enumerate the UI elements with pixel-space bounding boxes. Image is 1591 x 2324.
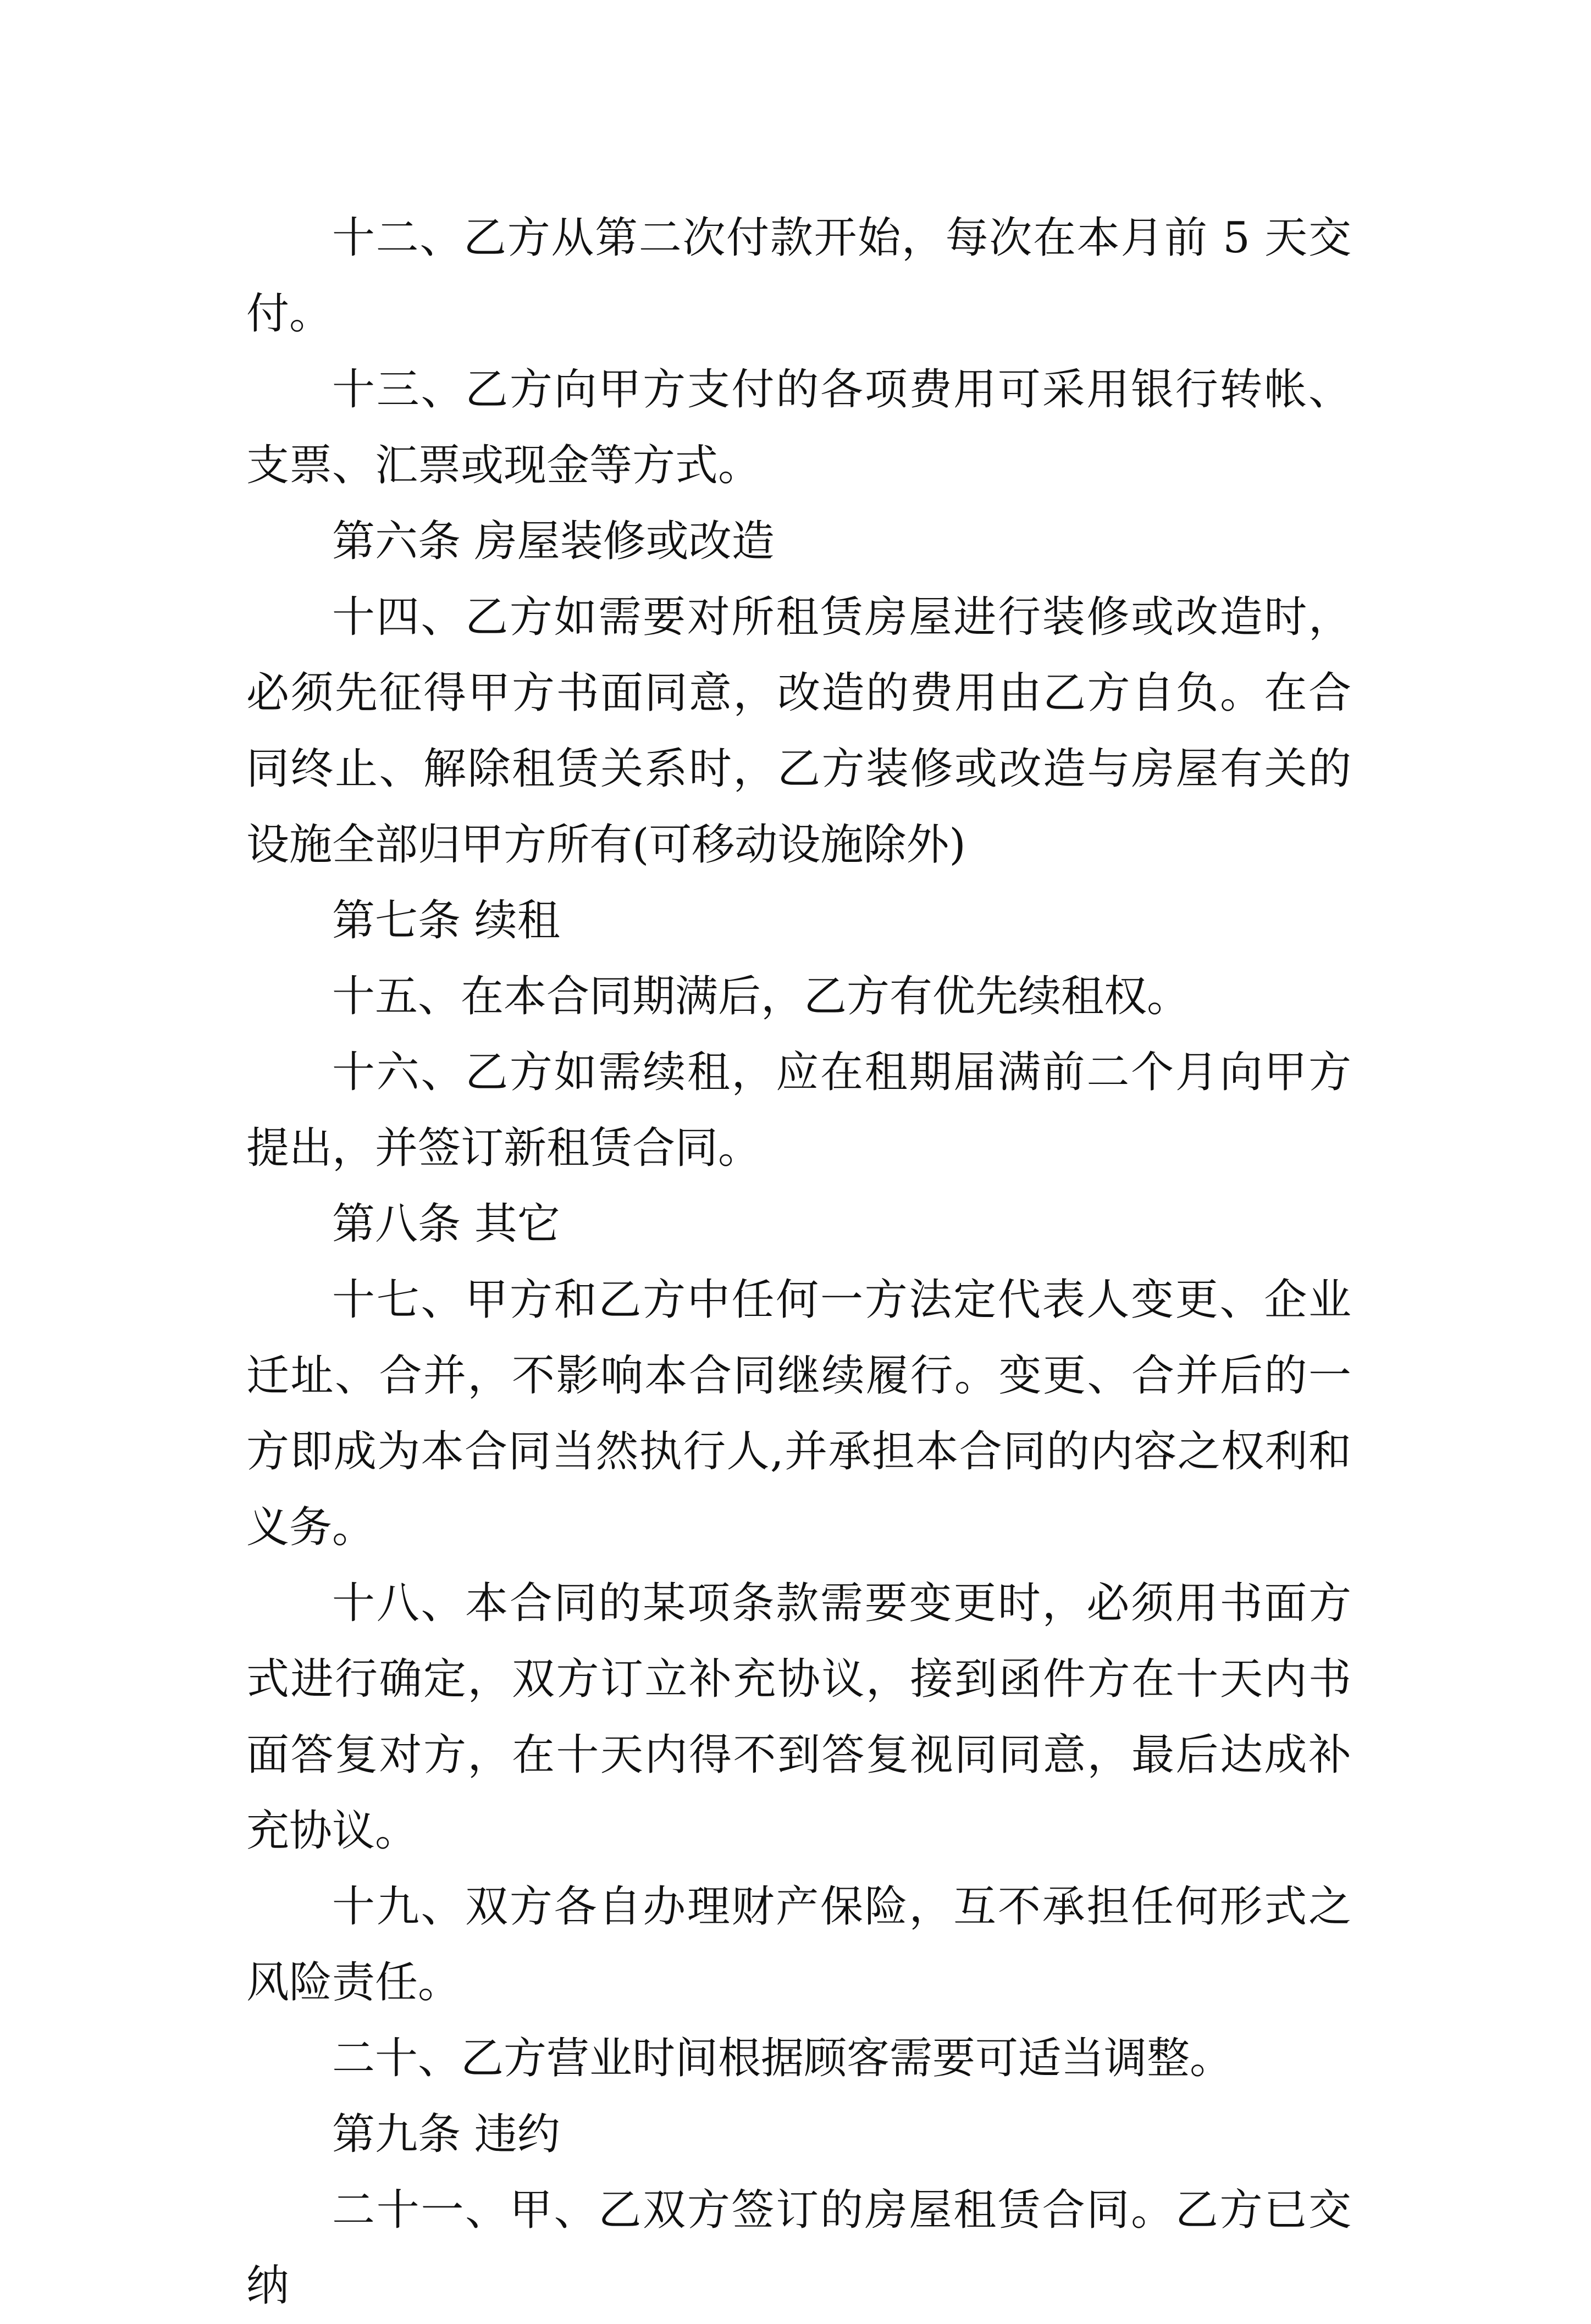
article-9-heading: 第九条 违约	[332, 2110, 560, 2159]
clause-18-paragraph: 十八、本合同的某项条款需要变更时，必须用书面方式进行确定，双方订立补充协议，接到函件方在十天内书面答复对方，在十天内得不到答复视同同意，最后达成补充协议。	[246, 1579, 1351, 1856]
article-6-heading: 第六条 房屋装修或改造	[332, 517, 775, 566]
clause-15-paragraph: 十五、在本合同期满后，乙方有优先续租权。	[332, 972, 1190, 1021]
clause-14-paragraph: 十四、乙方如需要对所租赁房屋进行装修或改造时，必须先征得甲方书面同意，改造的费用由乙方自负。在合同终止、解除租赁关系时，乙方装修或改造与房屋有关的设施全部归甲方所有(可移动设施除外)	[246, 593, 1351, 870]
clause-16-paragraph: 十六、乙方如需续租，应在租期届满前二个月向甲方提出，并签订新租赁合同。	[246, 1048, 1351, 1173]
article-7-heading: 第七条 续租	[332, 896, 560, 945]
article-8-heading: 第八条 其它	[332, 1199, 560, 1249]
clause-19-paragraph: 十九、双方各自办理财产保险，互不承担任何形式之风险责任。	[246, 1882, 1351, 2007]
clause-12-paragraph: 十二、乙方从第二次付款开始，每次在本月前 5 天交付。	[246, 213, 1351, 339]
clause-20-paragraph: 二十、乙方营业时间根据顾客需要可适当调整。	[332, 2034, 1233, 2083]
clause-21-paragraph: 二十一、甲、乙双方签订的房屋租赁合同。乙方已交纳	[246, 2185, 1351, 2311]
document-body	[246, 200, 1351, 2324]
clause-13-paragraph: 十三、乙方向甲方支付的各项费用可采用银行转帐、支票、汇票或现金等方式。	[246, 365, 1351, 490]
clause-17-paragraph: 十七、甲方和乙方中任何一方法定代表人变更、企业迁址、合并，不影响本合同继续履行。变更、合并后的一方即成为本合同当然执行人,并承担本合同的内容之权利和义务。	[246, 1275, 1351, 1552]
